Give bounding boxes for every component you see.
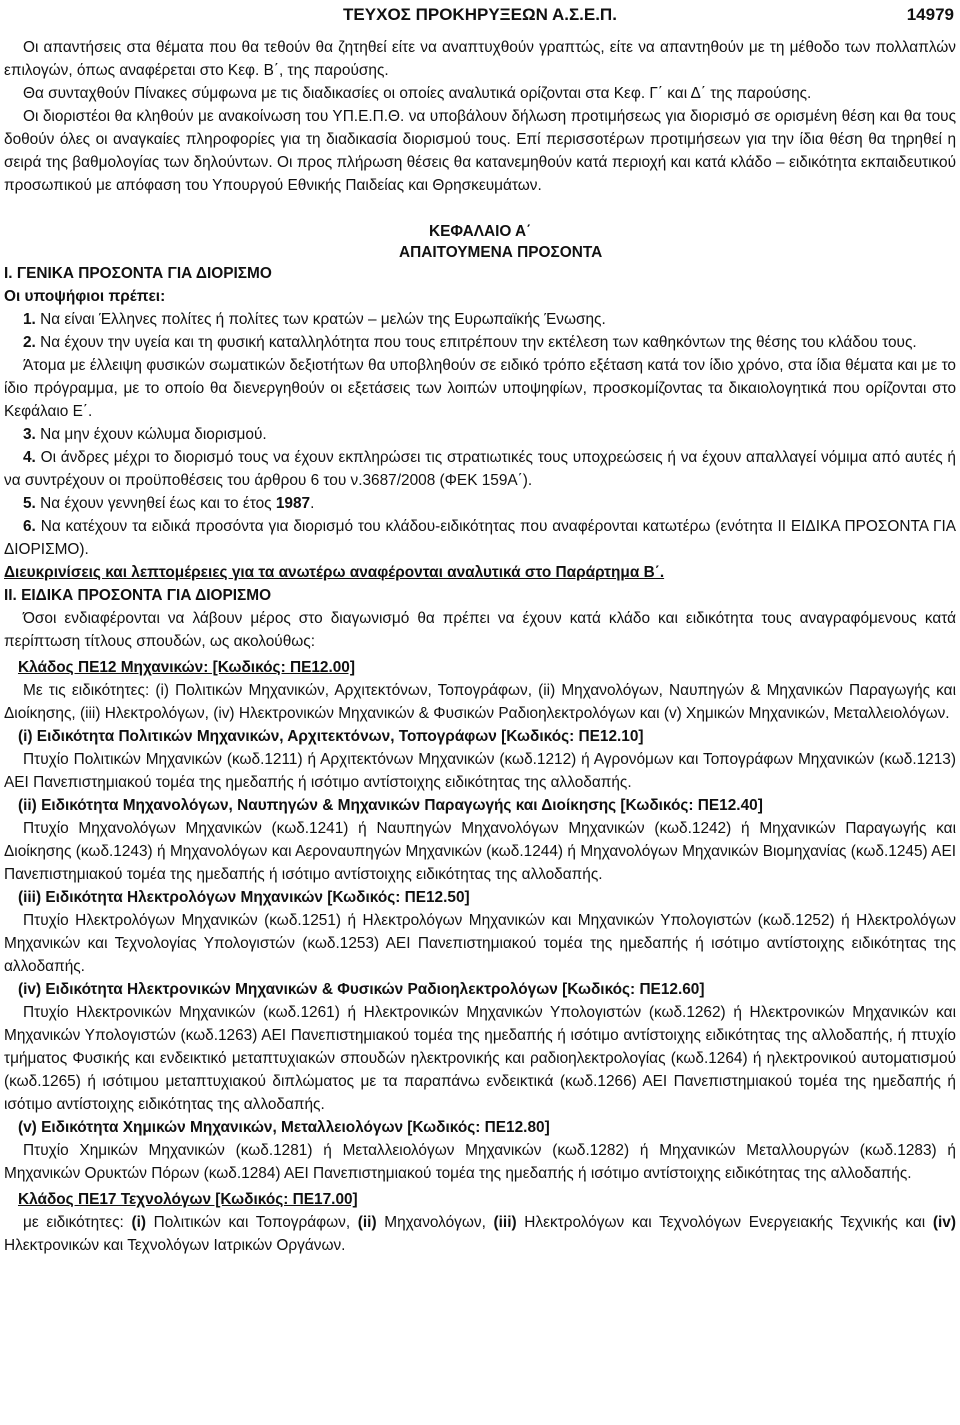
general-item-1: 1. Να είναι Έλληνες πολίτες ή πολίτες των κρατών – μελών της Ευρωπαϊκής Ένωσης. <box>23 311 606 328</box>
specialty-5-text: Πτυχίο Χημικών Μηχανικών (κωδ.1281) ή Μεταλλειολόγων Μηχανικών (κωδ.1282) ή Μηχανικών Μεταλλουργών (κωδ.1283) ή Μηχανικών Ορυκτών Πόρων (κωδ.1284) ΑΕΙ Πανεπιστημιακού τομέα της ημεδαπής ή ισότιμο αντίστοιχης ειδικότητας της αλλοδαπής. <box>4 1142 956 1182</box>
general-heading: Ι. ΓΕΝΙΚΑ ΠΡΟΣΟΝΤΑ ΓΙΑ ΔΙΟΡΙΣΜΟ <box>4 265 272 282</box>
page-header <box>0 0 960 28</box>
specialty-3-text: Πτυχίο Ηλεκτρολόγων Μηχανικών (κωδ.1251) ή Ηλεκτρολόγων Μηχανικών και Μηχανικών Υπολογιστών (κωδ.1252) ή Ηλεκτρολόγων Μηχανικών και Τεχνολογίας Υπολογιστών (κωδ.1253) ΑΕΙ Πανεπιστημιακού τομέα της ημεδαπής ή ισότιμο αντίστοιχης ειδικότητας της αλλοδαπής. <box>4 912 956 975</box>
branch-pe17-desc: με ειδικότητες: (i) Πολιτικών και Τοπογράφων, (ii) Μηχανολόγων, (iii) Ηλεκτρολόγων και Τεχνολόγων Ενεργειακής Τεχνικής και (iv) Ηλεκτρονικών και Τεχνολόγων Ιατρικών Οργάνων. <box>4 1214 956 1254</box>
chapter-subtitle: ΑΠΑΙΤΟΥΜΕΝΑ ΠΡΟΣΟΝΤΑ <box>399 244 603 261</box>
general-item-6: 6. Να κατέχουν τα ειδικά προσόντα για διορισμό του κλάδου-ειδικότητας που αναφέρονται κατωτέρω (ενότητα ΙΙ ΕΙΔΙΚΑ ΠΡΟΣΟΝΤΑ ΓΙΑ ΔΙΟΡΙΣΜΟ). <box>4 518 957 558</box>
general-lead: Οι υποψήφιοι πρέπει: <box>4 288 166 305</box>
page-number: 14979 <box>906 5 954 24</box>
specialty-1-text: Πτυχίο Πολιτικών Μηχανικών (κωδ.1211) ή Αρχιτεκτόνων Μηχανικών (κωδ.1212) ή Αγρονόμων και Τοπογράφων Μηχανικών (κωδ.1213) ΑΕΙ Πανεπιστημιακού τομέα της ημεδαπής ή ισότιμο αντίστοιχης ειδικότητας της αλλοδαπής. <box>4 751 956 791</box>
specialty-2-title: (ii) Ειδικότητα Μηχανολόγων, Ναυπηγών & Μηχανικών Παραγωγής και Διοίκησης [Κωδικός: ΠΕ12.40] <box>18 797 763 814</box>
branch-pe12-desc: Με τις ειδικότητες: (i) Πολιτικών Μηχανικών, Αρχιτεκτόνων, Τοπογράφων, (ii) Μηχανολόγων, Ναυπηγών & Μηχανικών Παραγωγής και Διοίκησης, (iii) Ηλεκτρολόγων, (iv) Ηλεκτρονικών Μηχανικών & Φυσικών Ραδιοηλεκτρολόγων και (v) Χημικών Μηχανικών, Μεταλλειολόγων. <box>4 682 956 722</box>
intro-paragraph-3: Οι διοριστέοι θα κληθούν με ανακοίνωση του ΥΠ.Ε.Π.Θ. να υποβάλουν δήλωση προτιμήσεως για διορισμό σε ορισμένη θέση και θα τους δοθούν όλες οι αναγκαίες πληροφορίες για τη διαδικασία διορισμού τους. Επί περισσοτέρων προτιμήσεων για την ίδια θέση θα τηρηθεί η σειρά της βαθμολογίας των δηλούντων. Οι προς πλήρωση θέσεις θα κατανεμηθούν κατά περιοχή και κατά κλάδο – ειδικότητα εκπαιδευτικού προσωπικού με απόφαση του Υπουργού Εθνικής Παιδείας και Θρησκευμάτων. <box>4 108 956 194</box>
specialty-2-text: Πτυχίο Μηχανολόγων Μηχανικών (κωδ.1241) ή Ναυπηγών Μηχανολόγων Μηχανικών (κωδ.1242) ή Μηχανικών Παραγωγής και Διοίκησης (κωδ.1243) ή Μηχανολόγων και Αεροναυπηγών Μηχανικών (κωδ.1244) ή Μηχανολόγων Μηχανικών Βιομηχανίας (κωδ.1245) ΑΕΙ Πανεπιστημιακού τομέα της ημεδαπής ή ισότιμο αντίστοιχης ειδικότητας της αλλοδαπής. <box>4 820 956 883</box>
document-body <box>4 36 956 1257</box>
branch-pe12-title: Κλάδος ΠΕ12 Μηχανικών: [Κωδικός: ΠΕ12.00] <box>18 659 355 676</box>
branch-pe17-title: Κλάδος ΠΕ17 Τεχνολόγων [Κωδικός: ΠΕ17.00] <box>18 1191 358 1208</box>
specialty-5-title: (v) Ειδικότητα Χημικών Μηχανικών, Μεταλλειολόγων [Κωδικός: ΠΕ12.80] <box>18 1119 550 1136</box>
specialty-3-title: (iii) Ειδικότητα Ηλεκτρολόγων Μηχανικών [Κωδικός: ΠΕ12.50] <box>18 889 470 906</box>
intro-paragraph-2: Θα συνταχθούν Πίνακες σύμφωνα με τις διαδικασίες οι οποίες αναλυτικά ορίζονται στα Κεφ. Γ΄ και Δ΄ της παρούσης. <box>23 85 812 102</box>
special-intro: Όσοι ενδιαφέρονται να λάβουν μέρος στο διαγωνισμό θα πρέπει να έχουν κατά κλάδο και ειδικότητα τους αναγραφόμενους κατά περίπτωση τίτλους σπουδών, ως ακολούθως: <box>4 610 956 650</box>
chapter-title: ΚΕΦΑΛΑΙΟ Α΄ <box>429 223 532 240</box>
general-item-2: 2. Να έχουν την υγεία και τη φυσική καταλληλότητα που τους επιτρέπουν την εκτέλεση των καθηκόντων της θέσης του κλάδου τους. <box>23 334 917 351</box>
general-item-5: 5. Να έχουν γεννηθεί έως και το έτος 1987. <box>23 495 315 512</box>
specialty-4-title: (iv) Ειδικότητα Ηλεκτρονικών Μηχανικών & Φυσικών Ραδιοηλεκτρολόγων [Κωδικός: ΠΕ12.60] <box>18 981 705 998</box>
disabled-note: Άτομα με έλλειψη φυσικών σωματικών δεξιοτήτων θα υποβληθούν σε ειδικό τρόπο εξέταση κατά τον ίδιο χρόνο, στα ίδια θέματα και με το ίδιο πρόγραμμα, με το οποίο θα διενεργηθούν οι εξετάσεις των λοιπών υποψηφίων, προσκομίζοντας τα δικαιολογητικά που ορίζονται στο Κεφάλαιο Ε΄. <box>4 357 956 420</box>
specialty-1-title: (i) Ειδικότητα Πολιτικών Μηχανικών, Αρχιτεκτόνων, Τοπογράφων [Κωδικός: ΠΕ12.10] <box>18 728 644 745</box>
intro-paragraph-1: Οι απαντήσεις στα θέματα που θα τεθούν θα ζητηθεί είτε να αναπτυχθούν γραπτώς, είτε να απαντηθούν με τη μέθοδο των πολλαπλών επιλογών, όπως αναφέρεται στο Κεφ. Β΄, της παρούσης. <box>4 39 956 79</box>
specialty-4-text: Πτυχίο Ηλεκτρονικών Μηχανικών (κωδ.1261) ή Ηλεκτρονικών Μηχανικών Υπολογιστών (κωδ.1262) ή Ηλεκτρονικών Μηχανικών και Μηχανικών Υπολογιστών (κωδ.1263) ΑΕΙ Πανεπιστημιακού τομέα της ημεδαπής ή ισότιμο αντίστοιχης ειδικότητας της αλλοδαπής, ή πτυχίο τμήματος Φυσικής και ενδεικτικό μεταπτυχιακών σπουδών ηλεκτρονικής και ραδιοηλεκτρολογίας (κωδ.1264) ή ηλεκτρονικού αυτοματισμού (κωδ.1265) ή ισότιμου μεταπτυχιακού διπλώματος με τα παραπάνω ενδεικτικά (κωδ.1266) ΑΕΙ Πανεπιστημιακού τομέα της ημεδαπής ή ισότιμο αντίστοιχης ειδικότητας της αλλοδαπής. <box>4 1004 956 1113</box>
special-heading: ΙΙ. ΕΙΔΙΚΑ ΠΡΟΣΟΝΤΑ ΓΙΑ ΔΙΟΡΙΣΜΟ <box>4 587 272 604</box>
header-title: ΤΕΥΧΟΣ ΠΡΟΚΗΡΥΞΕΩΝ Α.Σ.Ε.Π. <box>343 5 617 24</box>
general-item-3: 3. Να μην έχουν κώλυμα διορισμού. <box>23 426 267 443</box>
general-item-4: 4. Οι άνδρες μέχρι το διορισμό τους να έχουν εκπληρώσει τις στρατιωτικές τους υποχρεώσεις ή να έχουν απαλλαγεί νόμιμα από αυτές ή να συντρέχουν οι προϋποθέσεις του άρθρου 6 του ν.3687/2008 (ΦΕΚ 159Α΄). <box>4 449 956 489</box>
clarification-note: Διευκρινίσεις και λεπτομέρειες για τα ανωτέρω αναφέρονται αναλυτικά στο Παράρτημα Β΄. <box>4 564 665 581</box>
